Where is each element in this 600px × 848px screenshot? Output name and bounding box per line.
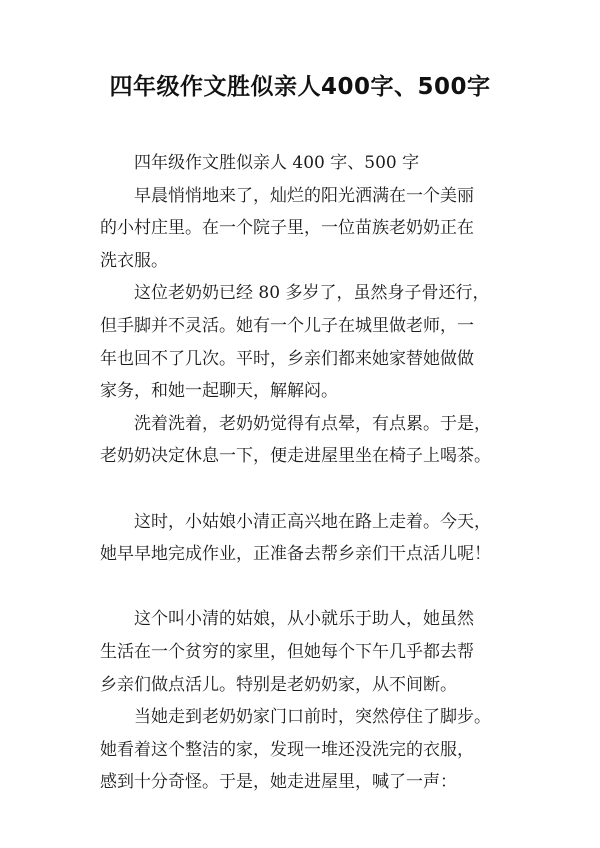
text-line: 洗衣服。 <box>100 250 168 271</box>
document-body <box>100 147 512 799</box>
text-line: 乡亲们做点活儿。特别是老奶奶家，从不间断。 <box>100 674 457 695</box>
paragraph-2 <box>100 277 512 407</box>
text-line: 早晨悄悄地来了，灿烂的阳光洒满在一个美丽 <box>134 185 474 206</box>
text-line: 感到十分奇怪。于是，她走进屋里，喊了一声： <box>100 772 457 793</box>
text-line: 这位老奶奶已经 80 多岁了，虽然身子骨还行， <box>134 283 490 304</box>
text-line: 四年级作文胜似亲人 400 字、500 字 <box>134 153 420 173</box>
text-line: 当她走到老奶奶家门口前时，突然停住了脚步。 <box>134 707 491 728</box>
text-line: 老奶奶决定休息一下，便走进屋里坐在椅子上喝茶。 <box>100 446 491 467</box>
text-line: 她看着这个整洁的家，发现一堆还没洗完的衣服， <box>100 739 474 760</box>
text-line: 但手脚并不灵活。她有一个儿子在城里做老师，一 <box>100 315 474 336</box>
text-line: 家务，和她一起聊天，解解闷。 <box>100 381 338 402</box>
paragraph-1 <box>100 180 512 278</box>
text-line: 生活在一个贫穷的家里，但她每个下午几乎都去帮 <box>100 641 474 662</box>
paragraph-3 <box>100 408 512 473</box>
paragraph-4 <box>100 506 512 571</box>
document-title: 四年级作文胜似亲人400字、500字 <box>109 74 491 100</box>
text-line: 的小村庄里。在一个院子里，一位苗族老奶奶正在 <box>100 218 474 239</box>
text-line: 她早早地完成作业，正准备去帮乡亲们干点活儿呢！ <box>100 544 491 565</box>
paragraph-subtitle <box>100 147 512 180</box>
text-line: 这个叫小清的姑娘，从小就乐于助人，她虽然 <box>134 609 474 630</box>
paragraph-5 <box>100 603 512 701</box>
text-line: 这时，小姑娘小清正高兴地在路上走着。今天， <box>134 511 491 532</box>
text-line: 年也回不了几次。平时，乡亲们都来她家替她做做 <box>100 348 474 369</box>
text-line: 洗着洗着，老奶奶觉得有点晕，有点累。于是， <box>134 413 491 434</box>
paragraph-6 <box>100 701 512 799</box>
